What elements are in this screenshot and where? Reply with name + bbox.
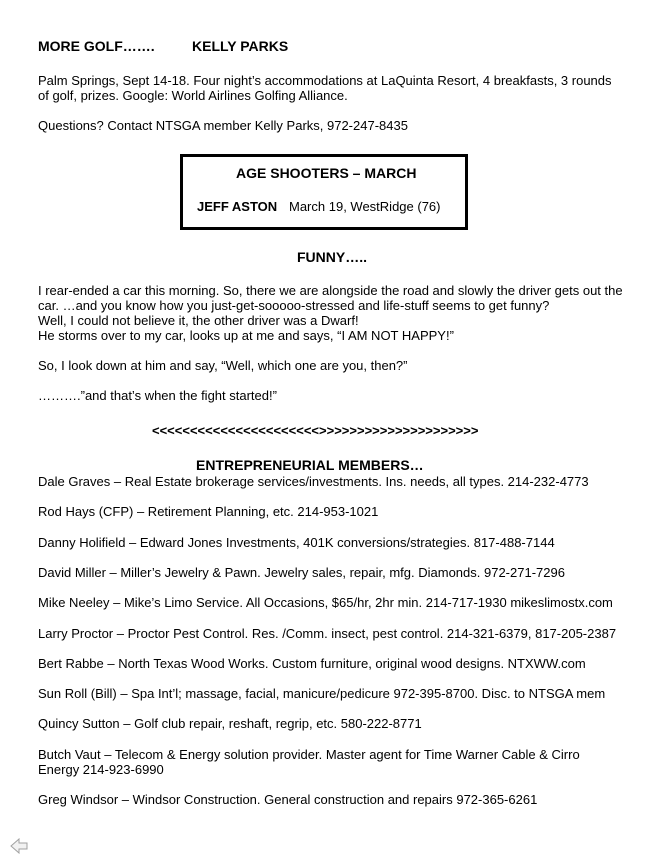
funny-line-1: I rear-ended a car this morning. So, there we are alongside the road and slowly the driver gets out the	[38, 283, 623, 298]
member-item: Rod Hays (CFP) – Retirement Planning, etc. 214-953-1021	[38, 504, 379, 519]
member-item: David Miller – Miller’s Jewelry & Pawn. Jewelry sales, repair, mfg. Diamonds. 972-271-7296	[38, 565, 565, 580]
funny-paragraph-2: So, I look down at him and say, “Well, which one are you, then?”	[38, 358, 408, 373]
section-title-more-golf: MORE GOLF…….	[38, 38, 155, 54]
trip-line-2: of golf, prizes. Google: World Airlines Golfing Alliance.	[38, 88, 348, 103]
member-item-butch-line-2: Energy 214-923-6990	[38, 762, 164, 777]
member-item-butch-line-1: Butch Vaut – Telecom & Energy solution provider. Master agent for Time Warner Cable & Cirro	[38, 747, 580, 762]
funny-line-3: Well, I could not believe it, the other driver was a Dwarf!	[38, 313, 359, 328]
members-title: ENTREPRENEURIAL MEMBERS…	[196, 457, 424, 473]
member-item: Quincy Sutton – Golf club repair, reshaft, regrip, etc. 580-222-8771	[38, 716, 422, 731]
age-shooters-title: AGE SHOOTERS – MARCH	[236, 165, 417, 181]
trip-line-1: Palm Springs, Sept 14-18. Four night’s accommodations at LaQuinta Resort, 4 breakfasts, 3 rounds	[38, 73, 612, 88]
funny-title: FUNNY…..	[297, 249, 367, 265]
member-item: Bert Rabbe – North Texas Wood Works. Custom furniture, original wood designs. NTXWW.com	[38, 656, 586, 671]
age-shooter-name: JEFF ASTON	[197, 199, 278, 214]
member-item: Dale Graves – Real Estate brokerage services/investments. Ins. needs, all types. 214-232-4773	[38, 474, 589, 489]
back-arrow-icon[interactable]	[10, 838, 28, 854]
funny-paragraph-3: ……….”and that’s when the fight started!”	[38, 388, 277, 403]
funny-line-2: car. …and you know how you just-get-sooooo-stressed and life-stuff seems to get funny?	[38, 298, 550, 313]
decorative-divider: <<<<<<<<<<<<<<<<<<<<<<>>>>>>>>>>>>>>>>>>>>>	[152, 423, 479, 438]
member-item-greg: Greg Windsor – Windsor Construction. General construction and repairs 972-365-6261	[38, 792, 538, 807]
trip-contact: Questions? Contact NTSGA member Kelly Parks, 972-247-8435	[38, 118, 408, 133]
member-item: Larry Proctor – Proctor Pest Control. Res. /Comm. insect, pest control. 214-321-6379, 817-205-2387	[38, 626, 617, 641]
member-item: Mike Neeley – Mike’s Limo Service. All Occasions, $65/hr, 2hr min. 214-717-1930 mikeslimostx.com	[38, 595, 613, 610]
member-item: Danny Holifield – Edward Jones Investments, 401K conversions/strategies. 817-488-7144	[38, 535, 555, 550]
funny-line-4: He storms over to my car, looks up at me and says, “I AM NOT HAPPY!”	[38, 328, 454, 343]
section-title-kelly-parks: KELLY PARKS	[192, 38, 289, 54]
age-shooter-detail: March 19, WestRidge (76)	[289, 199, 441, 214]
member-item: Sun Roll (Bill) – Spa Int’l; massage, facial, manicure/pedicure 972-395-8700. Disc. to NTSGA mem	[38, 686, 606, 701]
